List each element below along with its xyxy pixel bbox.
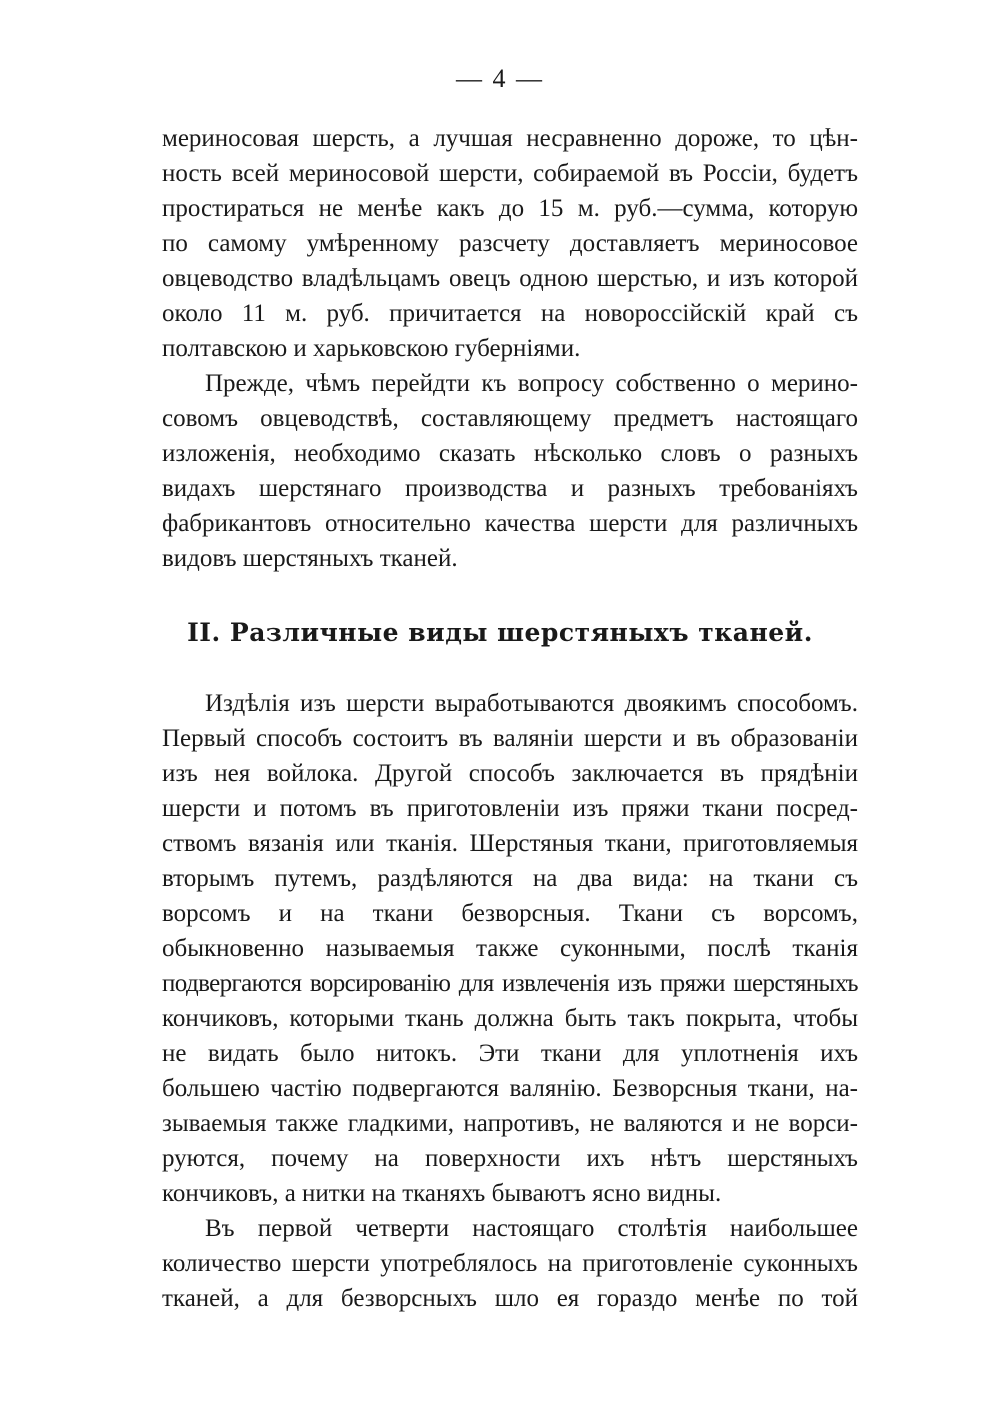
text-line: зываемыя также гладкими, напротивъ, не валяются и не ворси- (162, 1110, 858, 1137)
text-line: около 11 м. руб. причитается на новороссійскій край съ (162, 300, 858, 327)
text-line: изъ нея войлока. Другой способъ заключается въ прядѣніи (162, 760, 858, 787)
text-line: кончиковъ, которыми ткань должна быть такъ покрыта, чтобы (162, 1005, 858, 1032)
text-line: совомъ овцеводствѣ, составляющему предметъ настоящаго (162, 405, 858, 432)
text-line: мериносовая шерсть, а лучшая несравненно дороже, то цѣн- (162, 125, 858, 152)
text-line: подвергаются ворсированію для извлеченія изъ пряжи шерстяныхъ (162, 970, 858, 997)
text-line: ствомъ вязанія или тканія. Шерстяныя ткани, приготовляемыя (162, 830, 858, 857)
text-line: количество шерсти употреблялось на приготовленіе суконныхъ (162, 1250, 858, 1277)
text-line: вторымъ путемъ, раздѣляются на два вида: на ткани съ (162, 865, 858, 892)
text-line: Издѣлія изъ шерсти выработываются двоякимъ способомъ. (205, 690, 858, 717)
text-line: обыкновенно называемыя также суконными, послѣ тканія (162, 935, 858, 962)
text-line: фабрикантовъ относительно качества шерсти для различныхъ (162, 510, 858, 537)
text-line: ворсомъ и на ткани безворсныя. Ткани съ ворсомъ, (162, 900, 858, 927)
text-line: кончиковъ, а нитки на тканяхъ бываютъ ясно видны. (162, 1180, 722, 1207)
section-heading: II. Различные виды шерстяныхъ тканей. (187, 618, 813, 647)
text-line: тканей, а для безворсныхъ шло ея гораздо менѣе по той (162, 1285, 858, 1312)
text-line: руются, почему на поверхности ихъ нѣтъ шерстяныхъ (162, 1145, 858, 1172)
text-line: шерсти и потомъ въ приготовленіи изъ пряжи ткани посред- (162, 795, 858, 822)
text-line: изложенія, необходимо сказать нѣсколько словъ о разныхъ (162, 440, 858, 467)
text-line: Прежде, чѣмъ перейдти къ вопросу собственно о мерино- (205, 370, 858, 397)
text-line: овцеводство владѣльцамъ овецъ одною шерстью, и изъ которой (162, 265, 858, 292)
text-line: видовъ шерстяныхъ тканей. (162, 545, 458, 572)
text-line: ность всей мериносовой шерсти, собираемой въ Россіи, будетъ (162, 160, 858, 187)
text-line: простираться не менѣе какъ до 15 м. руб.—сумма, которую (162, 195, 858, 222)
text-line: не видать было нитокъ. Эти ткани для уплотненія ихъ (162, 1040, 858, 1067)
text-line: видахъ шерстянаго производства и разныхъ требованіяхъ (162, 475, 858, 502)
text-line: большею частію подвергаются валянію. Безворсныя ткани, на- (162, 1075, 858, 1102)
text-line: Первый способъ состоитъ въ валяніи шерсти и въ образованіи (162, 725, 858, 752)
text-line: по самому умѣренному разсчету доставляетъ мериносовое (162, 230, 858, 257)
text-line: Въ первой четверти настоящаго столѣтія наибольшее (205, 1215, 858, 1242)
text-line: полтавскою и харьковскою губерніями. (162, 335, 581, 362)
page-number: — 4 — (456, 64, 544, 93)
